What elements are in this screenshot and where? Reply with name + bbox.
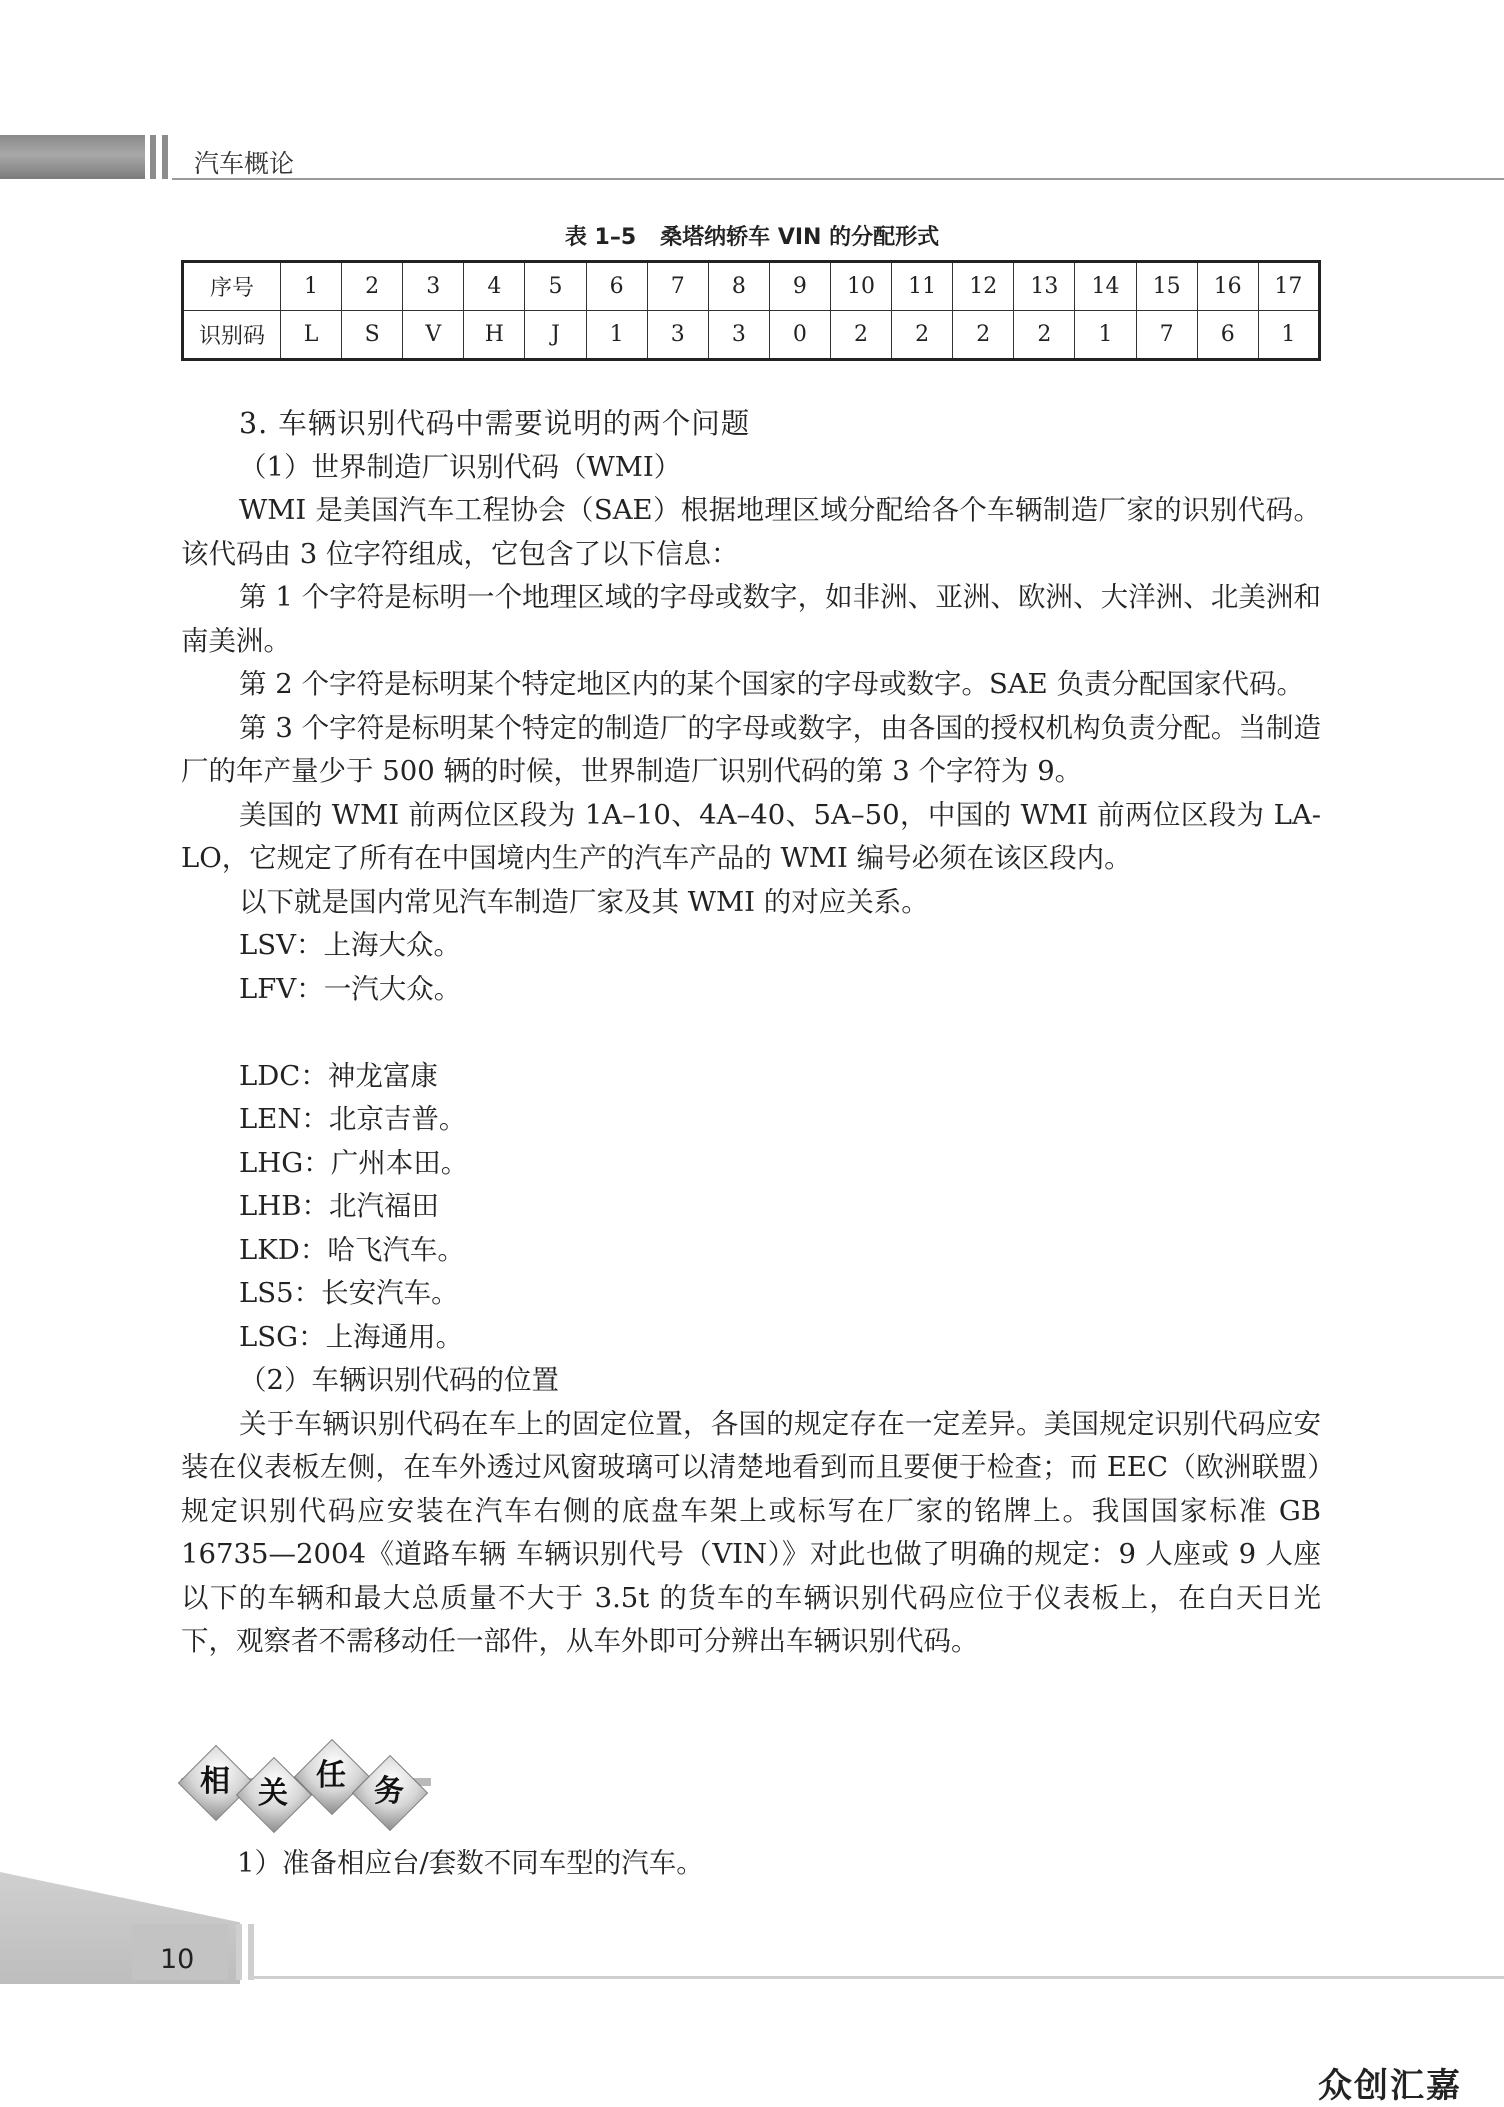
table-row-codes — [183, 311, 1320, 360]
wmi-list-item: LSG：上海通用。 — [239, 1320, 464, 1353]
header-band — [0, 135, 145, 179]
task-item: 1）准备相应台/套数不同车型的汽车。 — [237, 1847, 704, 1879]
table-cell-code: J — [525, 311, 586, 360]
paragraph: 关于车辆识别代码在车上的固定位置，各国的规定存在一定差异。美国规定识别代码应安装在仪表板左侧，在车外透过风窗玻璃可以清楚地看到而且要便于检查；而 EEC（欧洲联盟）规定识别代码应安装在汽车右侧的底盘车架上或标写在厂家的铭牌上。我国国家标准 GB 16735—2004《道路车辆 车辆识别代号（VIN）》对此也做了明确的规定：9 人座或 9 人座以下的车辆和最大总质量不大于 3.5t 的货车的车辆识别代码应位于仪表板上，在白天日光下，观察者不需移动任一部件，从车外即可分辨出车辆识别代码。 — [181, 1407, 1321, 1657]
table-cell-code: H — [464, 311, 525, 360]
table-cell-code: 2 — [830, 311, 891, 360]
blank-line — [181, 1011, 1321, 1055]
table-cell-code: 2 — [953, 311, 1014, 360]
table-cell-code: 1 — [1075, 311, 1136, 360]
table-cell-position: 16 — [1197, 262, 1258, 311]
table-cell-code: 1 — [1258, 311, 1319, 360]
paragraph: WMI 是美国汽车工程协会（SAE）根据地理区域分配给各个车辆制造厂家的识别代码。该代码由 3 位字符组成，它包含了以下信息： — [181, 494, 1321, 570]
watermark-logo: 众创汇嘉 — [1318, 2066, 1462, 2106]
footer-rule — [254, 1976, 1504, 1979]
table-cell-position: 4 — [464, 262, 525, 311]
wmi-list-item: LHB：北汽福田 — [239, 1190, 439, 1222]
wmi-list-item: LKD：哈飞汽车。 — [239, 1233, 465, 1266]
header-stripe — [150, 135, 156, 179]
footer-stripe — [248, 1924, 254, 1980]
paragraph: 第 3 个字符是标明某个特定的制造厂的字母或数字，由各国的授权机构负责分配。当制造厂的年产量少于 500 辆的时候，世界制造厂识别代码的第 3 个字符为 9。 — [181, 711, 1321, 787]
paragraph: 美国的 WMI 前两位区段为 1A–10、4A–40、5A–50，中国的 WMI 前两位区段为 LA-LO，它规定了所有在中国境内生产的汽车产品的 WMI 编号必须在该区段内。 — [181, 798, 1321, 874]
table-cell-code: 2 — [892, 311, 953, 360]
table-cell-position: 5 — [525, 262, 586, 311]
table-cell-position: 13 — [1014, 262, 1075, 311]
table-cell-code: S — [342, 311, 403, 360]
badge-char: 相 — [200, 1764, 230, 1799]
header-stripe — [162, 135, 168, 179]
table-cell-code: V — [403, 311, 464, 360]
subsection-heading-wmi: （1）世界制造厂识别代码（WMI） — [239, 450, 682, 483]
table-cell-position: 7 — [647, 262, 708, 311]
table-row-label: 识别码 — [183, 311, 281, 360]
subsection-heading-position: （2）车辆识别代码的位置 — [239, 1364, 559, 1396]
related-tasks-badge — [181, 1742, 441, 1824]
table-cell-position: 1 — [281, 262, 342, 311]
section-heading: 3. 车辆识别代码中需要说明的两个问题 — [239, 407, 751, 440]
table-cell-position: 8 — [708, 262, 769, 311]
wmi-list-item: LDC：神龙富康 — [239, 1059, 438, 1092]
table-cell-code: 6 — [1197, 311, 1258, 360]
table-cell-code: 1 — [586, 311, 647, 360]
footer-stripe — [236, 1924, 242, 1980]
paragraph: 第 1 个字符是标明一个地理区域的字母或数字，如非洲、亚洲、欧洲、大洋洲、北美洲和南美洲。 — [181, 581, 1321, 657]
vin-allocation-table — [181, 260, 1321, 361]
table-cell-code: 3 — [708, 311, 769, 360]
table-row-label: 序号 — [183, 262, 281, 311]
table-cell-code: 2 — [1014, 311, 1075, 360]
table-caption-number: 表 1–5 — [564, 225, 637, 250]
table-cell-position: 10 — [830, 262, 891, 311]
table-cell-code: L — [281, 311, 342, 360]
table-row-positions — [183, 262, 1320, 311]
table-caption-title: 桑塔纳轿车 VIN 的分配形式 — [660, 225, 940, 250]
table-cell-position: 9 — [769, 262, 830, 311]
table-cell-position: 3 — [403, 262, 464, 311]
badge-char: 任 — [316, 1758, 346, 1793]
page-number: 10 — [160, 1944, 195, 1975]
table-cell-code: 0 — [769, 311, 830, 360]
wmi-list-item: LFV：一汽大众。 — [239, 972, 462, 1005]
table-cell-position: 15 — [1136, 262, 1197, 311]
table-cell-position: 12 — [953, 262, 1014, 311]
wmi-list-item: LS5：长安汽车。 — [239, 1277, 459, 1309]
running-header-title: 汽车概论 — [194, 149, 295, 178]
table-caption — [0, 220, 1504, 251]
table-cell-position: 11 — [892, 262, 953, 311]
wmi-list-item: LEN：北京吉普。 — [239, 1103, 467, 1135]
table-cell-code: 3 — [647, 311, 708, 360]
wmi-list-item: LSV：上海大众。 — [239, 929, 461, 961]
paragraph: 以下就是国内常见汽车制造厂家及其 WMI 的对应关系。 — [239, 885, 929, 918]
badge-char: 关 — [258, 1776, 288, 1811]
wmi-list-item: LHG：广州本田。 — [239, 1146, 469, 1179]
table-cell-position: 6 — [586, 262, 647, 311]
header-rule — [172, 178, 1504, 180]
paragraph: 第 2 个字符是标明某个特定地区内的某个国家的字母或数字。SAE 负责分配国家代码。 — [239, 668, 1304, 700]
table-cell-position: 14 — [1075, 262, 1136, 311]
table-cell-code: 7 — [1136, 311, 1197, 360]
table-cell-position: 17 — [1258, 262, 1319, 311]
body-content — [181, 402, 1321, 1664]
badge-char: 务 — [374, 1774, 404, 1809]
table-cell-position: 2 — [342, 262, 403, 311]
